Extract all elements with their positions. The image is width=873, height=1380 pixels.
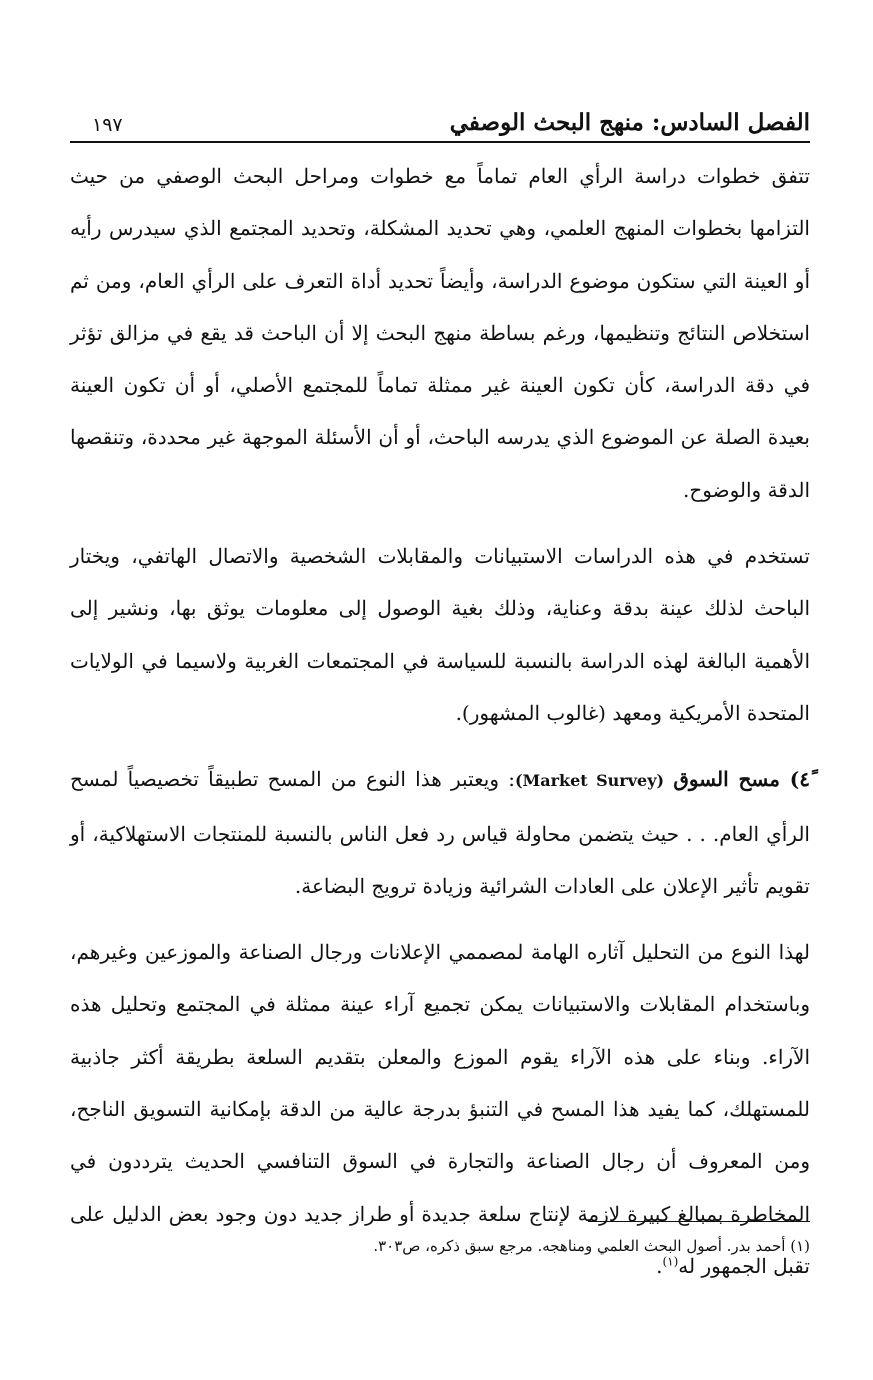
market-survey-text: : ويعتبر هذا النوع من المسح تطبيقاً تخصيصياً لمسح الرأي العام. . . حيث يتضمن محاولة قياس رد فعل الناس بالنسبة للمنتجات الاستهلاكية، أو تقويم تأثير الإعلان على العادات الشرائية وزيادة ترويج البضاعة. xyxy=(70,767,810,898)
market-analysis-end: . xyxy=(656,1253,663,1278)
page-number: ١٩٧ xyxy=(92,114,123,136)
footnote-reference: (١) xyxy=(662,1254,679,1269)
market-analysis-text: لهذا النوع من التحليل آثاره الهامة لمصممي الإعلانات ورجال الصناعة والموزعين وغيرهم، وباستخدام المقابلات والاستبيانات يمكن تجميع آراء عينة ممثلة في المجتمع وتحليل هذه الآراء. وبناء على هذه الآراء يقوم الموزع والمعلن بتقديم السلعة بطريقة أكثر جاذبية للمستهلك، كما يفيد هذا المسح في التنبؤ بدرجة عالية من الدقة بإمكانية التسويق الناجح، ومن المعروف أن رجال الصناعة والتجارة في السوق التنافسي الحديث يترددون في المخاطرة بمبالغ كبيرة لازمة لإنتاج سلعة جديدة أو طراز جديد دون وجود بعض الدليل على تقبل الجمهور له xyxy=(70,940,810,1278)
paragraph-market-survey xyxy=(70,753,810,912)
header-divider xyxy=(70,141,810,143)
body-text xyxy=(70,150,810,1306)
section-heading-latin: (Market Survey) xyxy=(514,771,665,791)
section-heading-market-survey: ٤ً) مسح السوق xyxy=(673,767,811,792)
page-header xyxy=(70,92,810,136)
paragraph-public-opinion-steps: تتفق خطوات دراسة الرأي العام تماماً مع خطوات ومراحل البحث الوصفي من حيث التزامها بخطوات المنهج العلمي، وهي تحديد المشكلة، وتحديد المجتمع الذي سيدرس رأيه أو العينة التي ستكون موضوع الدراسة، وأيضاً تحديد أداة التعرف على الرأي العام، ومن ثم استخلاص النتائج وتنظيمها، ورغم بساطة منهج البحث إلا أن الباحث قد يقع في مزالق تؤثر في دقة الدراسة، كأن تكون العينة غير ممثلة تماماً للمجتمع الأصلي، أو أن تكون العينة بعيدة الصلة عن الموضوع الذي يدرسه الباحث، أو أن الأسئلة الموجهة غير محددة، وتنقصها الدقة والوضوح. xyxy=(70,164,810,502)
footnote: (١) أحمد بدر. أصول البحث العلمي ومناهجه. مرجع سبق ذكره، ص٣٠٣. xyxy=(373,1237,810,1255)
chapter-title: الفصل السادس: منهج البحث الوصفي xyxy=(449,109,810,136)
paragraph-survey-tools: تستخدم في هذه الدراسات الاستبيانات والمقابلات الشخصية والاتصال الهاتفي، ويختار الباحث لذلك عينة بدقة وعناية، وذلك بغية الوصول إلى معلومات يوثق بها، ونشير إلى الأهمية البالغة لهذه الدراسة بالنسبة للسياسة في المجتمعات الغربية ولاسيما في الولايات المتحدة الأمريكية ومعهد (غالوب المشهور). xyxy=(70,544,810,725)
footnote-divider xyxy=(588,1221,810,1222)
